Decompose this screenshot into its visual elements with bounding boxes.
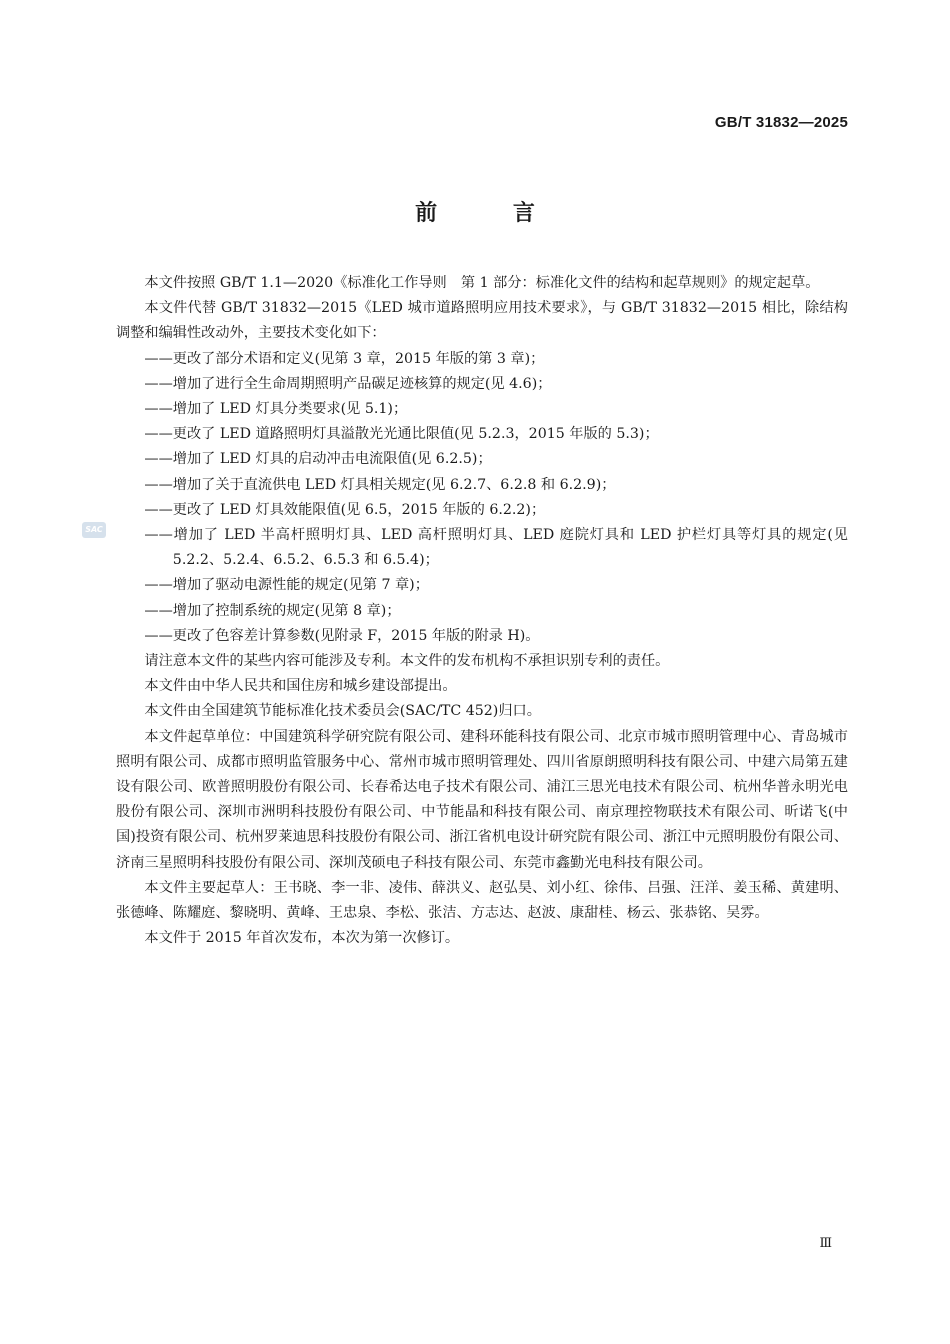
change-item: ——增加了控制系统的规定(见第 8 章)； [144,602,401,619]
foreword-body [116,271,848,951]
change-item: ——增加了驱动电源性能的规定(见第 7 章)； [144,577,429,594]
standard-code: GB/T 31832—2025 [714,114,848,131]
change-item: ——增加了 LED 半高杆照明灯具、LED 高杆照明灯具、LED 庭院灯具和 LED 护栏灯具等灯具的规定(见 5.2.2、5.2.4、6.5.2、6.5.3 和 6.5.4)； [144,527,848,569]
publication-history: 本文件于 2015 年首次发布，本次为第一次修订。 [144,930,460,947]
change-list [116,347,848,649]
sac-watermark-logo: SAC [82,522,106,538]
change-item: ——更改了部分术语和定义(见第 3 章，2015 年版的第 3 章)； [144,350,545,367]
drafting-organizations: 本文件起草单位：中国建筑科学研究院有限公司、建科环能科技有限公司、北京市城市照明管理中心、青岛城市照明有限公司、成都市照明监管服务中心、常州市城市照明管理处、四川省原朗照明科技有限公司、中建六局第五建设有限公司、欧普照明股份有限公司、长春希达电子技术有限公司、浦江三思光电技术有限公司、杭州华普永明光电股份有限公司、深圳市洲明科技股份有限公司、中节能晶和科技有限公司、南京理控物联技术有限公司、昕诺飞(中国)投资有限公司、杭州罗莱迪思科技股份有限公司、浙江省机电设计研究院有限公司、浙江中元照明股份有限公司、济南三星照明科技股份有限公司、深圳茂硕电子科技有限公司、东莞市鑫勤光电科技有限公司。 [116,728,848,871]
intro-paragraph-1: 本文件按照 GB/T 1.1—2020《标准化工作导则 第 1 部分：标准化文件的结构和起草规则》的规定起草。 [144,275,820,291]
drafting-persons: 本文件主要起草人：王书晓、李一非、凌伟、薛洪义、赵弘昊、刘小红、徐伟、吕强、汪洋、姜玉稀、黄建明、张德峰、陈耀庭、黎晓明、黄峰、王忠泉、李松、张洁、方志达、赵波、康甜桂、杨云、张恭铭、吴雰。 [116,879,848,922]
committee-statement: 本文件由全国建筑节能标准化技术委员会(SAC/TC 452)归口。 [144,703,541,720]
page-number: Ⅲ [819,1236,832,1251]
patent-notice: 请注意本文件的某些内容可能涉及专利。本文件的发布机构不承担识别专利的责任。 [144,653,670,670]
intro-paragraph-2: 本文件代替 GB/T 31832—2015《LED 城市道路照明应用技术要求》，与 GB/T 31832—2015 相比，除结构调整和编辑性改动外，主要技术变化如下： [116,300,848,342]
change-item: ——增加了 LED 灯具分类要求(见 5.1)； [144,401,408,418]
page-title: 前 言 [415,201,569,226]
change-item: ——更改了色容差计算参数(见附录 F，2015 年版的附录 H)。 [144,627,540,644]
change-item: ——增加了 LED 灯具的启动冲击电流限值(见 6.2.5)； [144,451,492,468]
proposer-statement: 本文件由中华人民共和国住房和城乡建设部提出。 [144,678,457,695]
change-item: ——增加了进行全生命周期照明产品碳足迹核算的规定(见 4.6)； [144,375,552,392]
change-item: ——增加了关于直流供电 LED 灯具相关规定(见 6.2.7、6.2.8 和 6.2.9)； [144,476,616,493]
change-item: ——更改了 LED 灯具效能限值(见 6.5，2015 年版的 6.2.2)； [144,501,546,518]
change-item: ——更改了 LED 道路照明灯具溢散光光通比限值(见 5.2.3，2015 年版的 5.3)； [144,426,659,443]
